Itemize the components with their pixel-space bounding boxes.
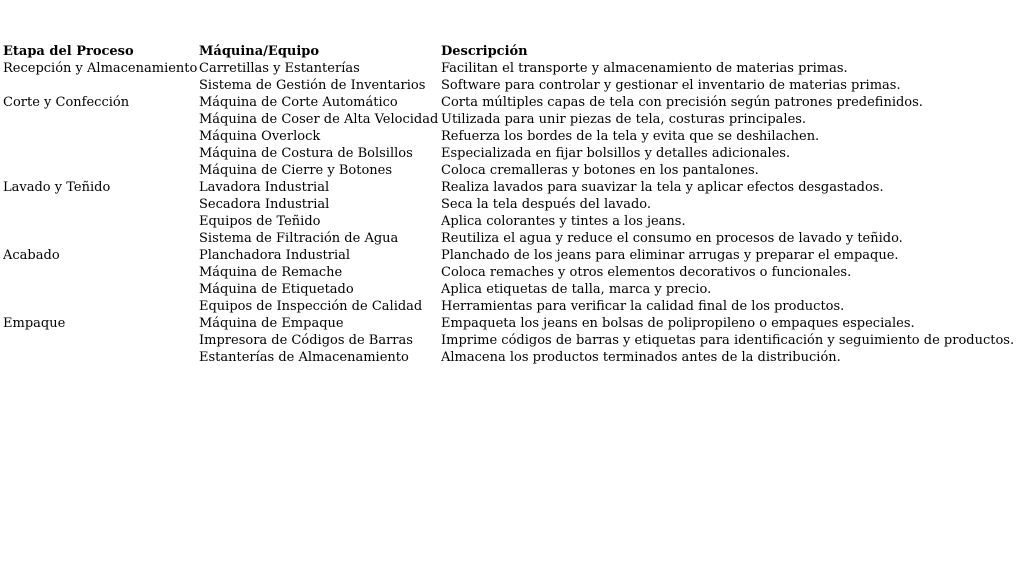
table-row — [3, 128, 1024, 145]
machine-cell: Máquina de Corte Automático — [199, 95, 398, 110]
stage-cell — [3, 196, 199, 213]
description-cell: Coloca remaches y otros elementos decorativos o funcionales. — [441, 265, 852, 280]
machine-cell: Sistema de Gestión de Inventarios — [199, 78, 426, 93]
table-body — [3, 60, 1024, 366]
stage-cell — [3, 230, 199, 247]
machine-cell: Equipos de Teñido — [199, 214, 321, 229]
description-cell: Planchado de los jeans para eliminar arrugas y preparar el empaque. — [441, 248, 899, 263]
stage-cell — [3, 77, 199, 94]
stage-cell — [3, 298, 199, 315]
machine-cell: Equipos de Inspección de Calidad — [199, 299, 423, 314]
column-header-stage: Etapa del Proceso — [3, 44, 134, 59]
description-cell: Seca la tela después del lavado. — [441, 197, 651, 212]
table-row — [3, 111, 1024, 128]
stage-cell — [3, 213, 199, 230]
table-row — [3, 145, 1024, 162]
machine-cell: Máquina de Empaque — [199, 316, 344, 331]
machine-cell: Máquina de Etiquetado — [199, 282, 354, 297]
table-row — [3, 247, 1024, 264]
table-row — [3, 196, 1024, 213]
process-table — [3, 43, 1024, 366]
description-cell: Reutiliza el agua y reduce el consumo en procesos de lavado y teñido. — [441, 231, 903, 246]
table-row — [3, 281, 1024, 298]
description-cell: Software para controlar y gestionar el inventario de materias primas. — [441, 78, 901, 93]
description-cell: Almacena los productos terminados antes de la distribución. — [441, 350, 841, 365]
description-cell: Realiza lavados para suavizar la tela y aplicar efectos desgastados. — [441, 180, 884, 195]
description-cell: Coloca cremalleras y botones en los pantalones. — [441, 163, 759, 178]
table-row — [3, 162, 1024, 179]
machine-cell: Impresora de Códigos de Barras — [199, 333, 413, 348]
machine-cell: Secadora Industrial — [199, 197, 330, 212]
table-row — [3, 94, 1024, 111]
description-cell: Empaqueta los jeans en bolsas de polipropileno o empaques especiales. — [441, 316, 915, 331]
table-row — [3, 230, 1024, 247]
description-cell: Refuerza los bordes de la tela y evita que se deshilachen. — [441, 129, 820, 144]
description-cell: Utilizada para unir piezas de tela, costuras principales. — [441, 112, 807, 127]
table-row — [3, 60, 1024, 77]
machine-cell: Máquina de Costura de Bolsillos — [199, 146, 413, 161]
stage-cell — [3, 145, 199, 162]
stage-cell: Acabado — [3, 248, 60, 263]
stage-cell — [3, 264, 199, 281]
machine-cell: Máquina de Coser de Alta Velocidad — [199, 112, 439, 127]
stage-cell: Corte y Confección — [3, 95, 130, 110]
stage-cell — [3, 111, 199, 128]
table-row — [3, 315, 1024, 332]
description-cell: Corta múltiples capas de tela con precisión según patrones predefinidos. — [441, 95, 923, 110]
machine-cell: Máquina de Remache — [199, 265, 343, 280]
document-page — [3, 43, 1024, 366]
machine-cell: Máquina Overlock — [199, 129, 321, 144]
stage-cell: Empaque — [3, 316, 66, 331]
description-cell: Aplica etiquetas de talla, marca y precio. — [441, 282, 712, 297]
machine-cell: Sistema de Filtración de Agua — [199, 231, 399, 246]
machine-cell: Lavadora Industrial — [199, 180, 330, 195]
column-header-description: Descripción — [441, 44, 528, 59]
stage-cell — [3, 332, 199, 349]
description-cell: Herramientas para verificar la calidad final de los productos. — [441, 299, 845, 314]
stage-cell — [3, 162, 199, 179]
machine-cell: Carretillas y Estanterías — [199, 61, 360, 76]
description-cell: Especializada en fijar bolsillos y detalles adicionales. — [441, 146, 791, 161]
stage-cell — [3, 281, 199, 298]
column-header-machine: Máquina/Equipo — [199, 44, 320, 59]
table-row — [3, 332, 1024, 349]
table-row — [3, 264, 1024, 281]
table-header-row — [3, 43, 1024, 60]
table-row — [3, 77, 1024, 94]
description-cell: Aplica colorantes y tintes a los jeans. — [441, 214, 686, 229]
machine-cell: Estanterías de Almacenamiento — [199, 350, 409, 365]
machine-cell: Planchadora Industrial — [199, 248, 351, 263]
table-row — [3, 298, 1024, 315]
stage-cell: Recepción y Almacenamiento — [3, 61, 198, 76]
stage-cell — [3, 349, 199, 366]
description-cell: Imprime códigos de barras y etiquetas para identificación y seguimiento de productos. — [441, 333, 1015, 348]
table-row — [3, 349, 1024, 366]
machine-cell: Máquina de Cierre y Botones — [199, 163, 393, 178]
table-row — [3, 179, 1024, 196]
description-cell: Facilitan el transporte y almacenamiento de materias primas. — [441, 61, 848, 76]
stage-cell — [3, 128, 199, 145]
table-row — [3, 213, 1024, 230]
stage-cell: Lavado y Teñido — [3, 180, 111, 195]
